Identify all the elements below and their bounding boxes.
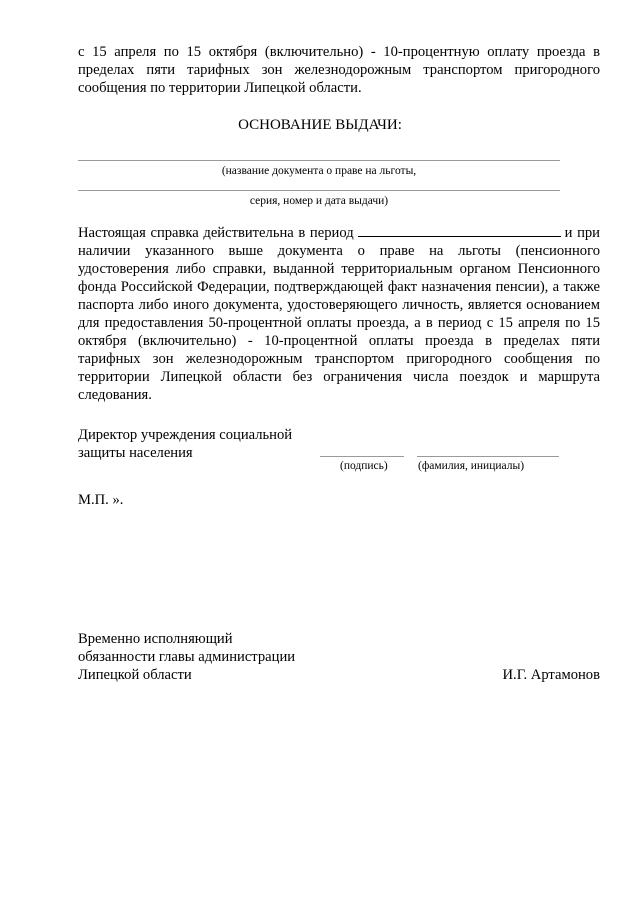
section-heading: ОСНОВАНИЕ ВЫДАЧИ: xyxy=(238,117,402,133)
document-details-line xyxy=(78,190,560,191)
director-title-line-1: Директор учреждения социальной xyxy=(78,427,293,443)
acting-head-block xyxy=(78,630,295,684)
validity-text-start: Настоящая справка действительна в период xyxy=(78,225,354,241)
document-name-caption: (название документа о праве на льготы, xyxy=(221,165,417,177)
name-line xyxy=(417,456,559,457)
main-paragraph xyxy=(78,224,600,404)
director-title-line-2: защиты населения xyxy=(78,445,193,461)
signature-line xyxy=(320,456,404,457)
acting-title-line-2: обязанности главы администрации xyxy=(78,649,296,665)
director-block xyxy=(78,426,292,462)
signature-caption: (подпись) xyxy=(340,460,388,472)
document-details-caption: серия, номер и дата выдачи) xyxy=(249,195,389,207)
validity-text-rest: и при наличии указанного выше документа о праве на льготы (пенсионного удостоверения либо справки, выданной территориальным органом Пенсионного фонда Российской Федерации, подтверждающей факт назначения пенсии), а также паспорта либо иного документа, удостоверяющего личность, является основанием для предоставления 50-процентной оплаты проезда, а в период с 15 апреля по 15 октября (включительно) - 10-процентной оплаты проезда в пределах пяти тарифных зон железнодорожным транспортом пригородного сообщения по территории Липецкой области без ограничения числа поездок и маршрута следования. xyxy=(78,225,600,403)
document-name-line xyxy=(78,160,560,161)
validity-period-line xyxy=(358,224,561,237)
top-paragraph: с 15 апреля по 15 октября (включительно) - 10-процентную оплату проезда в пределах пяти тарифных зон железнодорожным транспортом пригородного сообщения по территории Липецкой области. xyxy=(78,44,600,96)
name-caption: (фамилия, инициалы) xyxy=(418,460,525,472)
acting-title-line-1: Временно исполняющий xyxy=(78,631,233,647)
signer-name: И.Г. Артамонов xyxy=(502,667,600,683)
acting-title-line-3: Липецкой области xyxy=(78,667,192,683)
stamp-place: М.П. ». xyxy=(78,492,124,508)
